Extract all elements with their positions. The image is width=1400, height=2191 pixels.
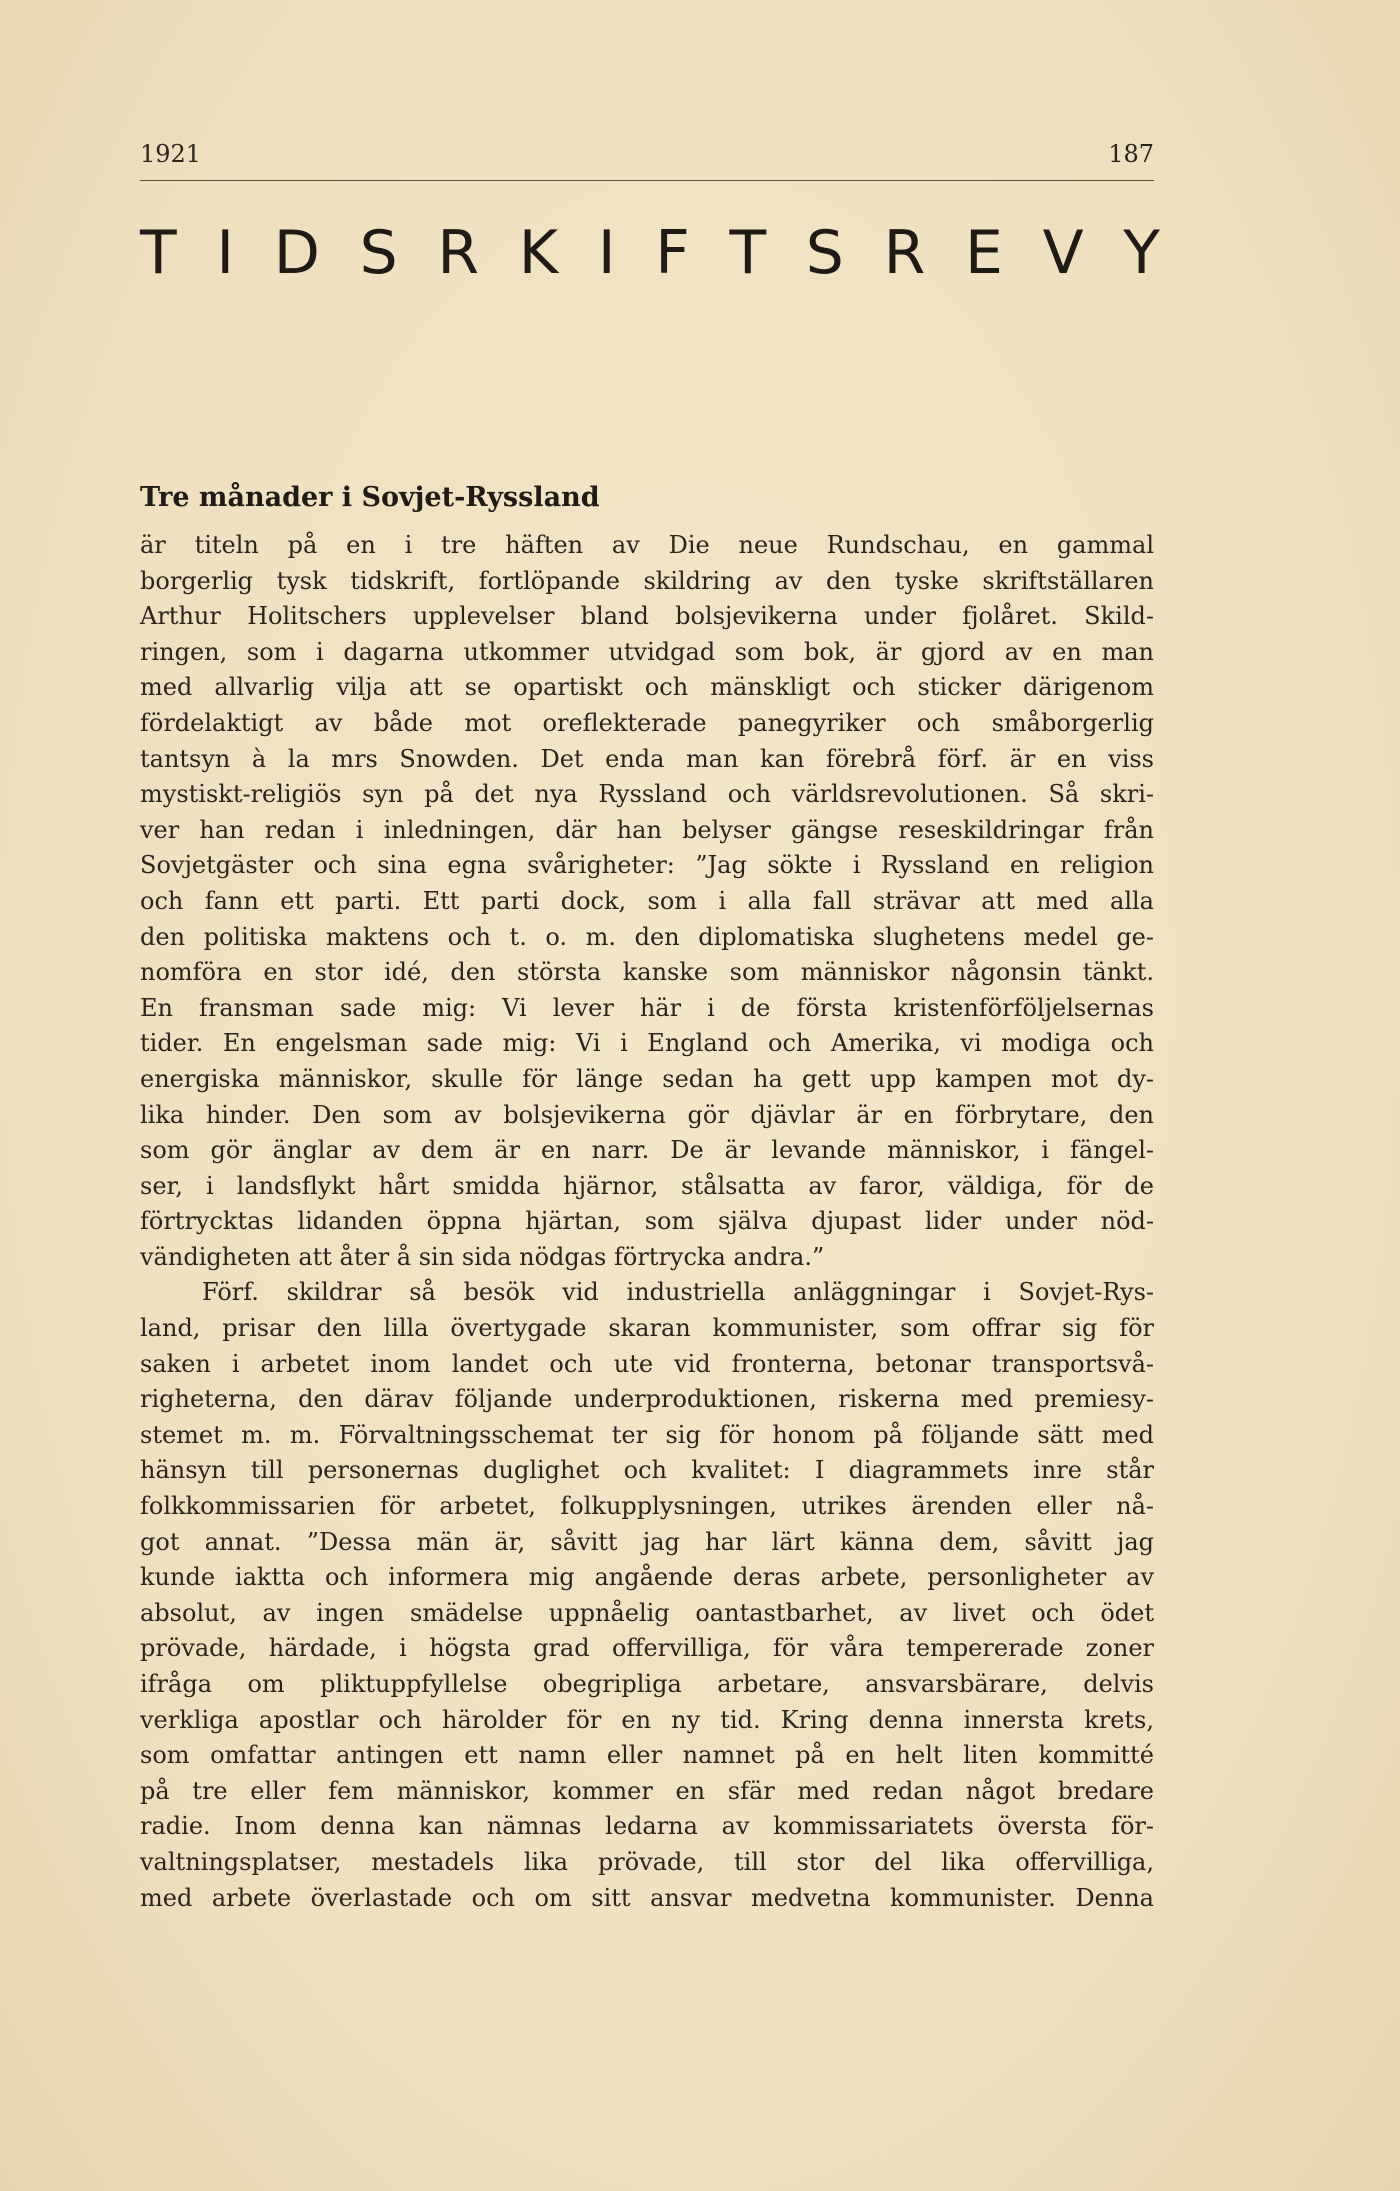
section-title-letter: S	[359, 218, 398, 288]
body-line: ser, i landsflykt hårt smidda hjärnor, stålsatta av faror, väldiga, för de	[140, 1171, 1154, 1200]
section-title	[140, 218, 1160, 288]
body-line: som gör änglar av dem är en narr. De är levande människor, i fängel-	[140, 1136, 1154, 1165]
section-title-letter: E	[964, 218, 1003, 288]
section-title-letter: I	[216, 218, 235, 288]
body-line: på tre eller fem människor, kommer en sfär med redan något bredare	[140, 1776, 1154, 1805]
body-line: prövade, härdade, i högsta grad offervilliga, för våra tempererade zoner	[140, 1634, 1154, 1663]
body-line: fördelaktigt av både mot oreflekterade panegyriker och småborgerlig	[140, 708, 1154, 737]
section-title-letter: S	[805, 218, 844, 288]
body-line: land, prisar den lilla övertygade skaran kommunister, som offrar sig för	[140, 1314, 1154, 1343]
body-line: förtrycktas lidanden öppna hjärtan, som själva djupast lider under nöd-	[140, 1207, 1154, 1236]
body-line: med arbete överlastade och om sitt ansvar medvetna kommunister. Denna	[140, 1883, 1154, 1912]
body-line: verkliga apostlar och härolder för en ny tid. Kring denna innersta krets,	[140, 1705, 1154, 1734]
section-title-letter: Y	[1123, 218, 1160, 288]
section-title-letter: R	[437, 218, 480, 288]
body-line-text: Förf. skildrar så besök vid industriella anläggningar i Sovjet-Rys-	[202, 1278, 1154, 1307]
body-line: den politiska maktens och t. o. m. den diplomatiska slughetens medel ge-	[140, 922, 1154, 951]
body-line: Arthur Holitschers upplevelser bland bolsjevikerna under fjolåret. Skild-	[140, 602, 1154, 631]
body-line: vändigheten att åter å sin sida nödgas förtrycka andra.”	[140, 1242, 825, 1271]
body-line: absolut, av ingen smädelse uppnåelig oantastbarhet, av livet och ödet	[140, 1598, 1154, 1627]
body-line: ifråga om pliktuppfyllelse obegripliga arbetare, ansvarsbärare, delvis	[140, 1670, 1154, 1698]
section-title-letter: I	[597, 218, 616, 288]
body-line: stemet m. m. Förvaltningsschemat ter sig för honom på följande sätt med	[140, 1420, 1154, 1449]
body-line: ver han redan i inledningen, där han belyser gängse reseskildringar från	[140, 815, 1154, 844]
body-line: energiska människor, skulle för länge sedan ha gett upp kampen mot dy-	[140, 1064, 1154, 1093]
body-line: hänsyn till personernas duglighet och kvalitet: I diagrammets inre står	[140, 1456, 1154, 1485]
body-line: ringen, som i dagarna utkommer utvidgad som bok, är gjord av en man	[140, 637, 1154, 666]
body-line: Sovjetgäster och sina egna svårigheter: ”Jag sökte i Ryssland en religion	[140, 851, 1154, 880]
body-line: tider. En engelsman sade mig: Vi i England och Amerika, vi modiga och	[140, 1029, 1154, 1058]
body-line: är titeln på en i tre häften av Die neue Rundschau, en gammal	[140, 531, 1154, 559]
body-line: kunde iaktta och informera mig angående deras arbete, personligheter av	[140, 1563, 1154, 1592]
body-line: borgerlig tysk tidskrift, fortlöpande skildring av den tyske skriftställaren	[140, 566, 1154, 595]
body-line: radie. Inom denna kan nämnas ledarna av kommissariatets översta för-	[140, 1812, 1154, 1841]
section-title-letter: V	[1042, 218, 1084, 288]
body-line: saken i arbetet inom landet och ute vid fronterna, betonar transportsvå-	[140, 1349, 1154, 1378]
body-line: mystiskt-religiös syn på det nya Ryssland och världsrevolutionen. Så skri-	[140, 780, 1154, 809]
running-header	[140, 140, 1154, 181]
body-line: valtningsplatser, mestadels lika prövade, till stor del lika offervilliga,	[140, 1847, 1154, 1876]
article-body	[140, 528, 1154, 1916]
header-year: 1921	[140, 140, 202, 168]
section-title-letter: K	[518, 218, 559, 288]
body-line: got annat. ”Dessa män är, såvitt jag har lärt känna dem, såvitt jag	[140, 1527, 1154, 1556]
body-line: nomföra en stor idé, den största kanske som människor någonsin tänkt.	[140, 958, 1154, 987]
body-line: och fann ett parti. Ett parti dock, som i alla fall strävar att med alla	[140, 886, 1154, 915]
body-line: tantsyn à la mrs Snowden. Det enda man kan förebrå förf. är en viss	[140, 744, 1154, 773]
body-line: righeterna, den därav följande underproduktionen, riskerna med premiesy-	[140, 1385, 1154, 1414]
body-line: lika hinder. Den som av bolsjevikerna gör djävlar är en förbrytare, den	[140, 1100, 1154, 1129]
section-title-letter: T	[729, 218, 767, 288]
section-title-letter: F	[655, 218, 690, 288]
body-line: med allvarlig vilja att se opartiskt och mänskligt och sticker därigenom	[140, 673, 1154, 702]
section-title-letter: D	[273, 218, 320, 288]
body-line-indented	[140, 1275, 1154, 1311]
body-line: folkkommissarien för arbetet, folkupplysningen, utrikes ärenden eller nå-	[140, 1492, 1154, 1521]
page-number: 187	[1108, 140, 1154, 168]
body-line: som omfattar antingen ett namn eller namnet på en helt liten kommitté	[140, 1741, 1154, 1770]
article-title: Tre månader i Sovjet-Ryssland	[140, 482, 600, 513]
section-title-letter: T	[140, 218, 177, 288]
section-title-letter: R	[883, 218, 926, 288]
body-line: En fransman sade mig: Vi lever här i de första kristenförföljelsernas	[140, 993, 1154, 1022]
